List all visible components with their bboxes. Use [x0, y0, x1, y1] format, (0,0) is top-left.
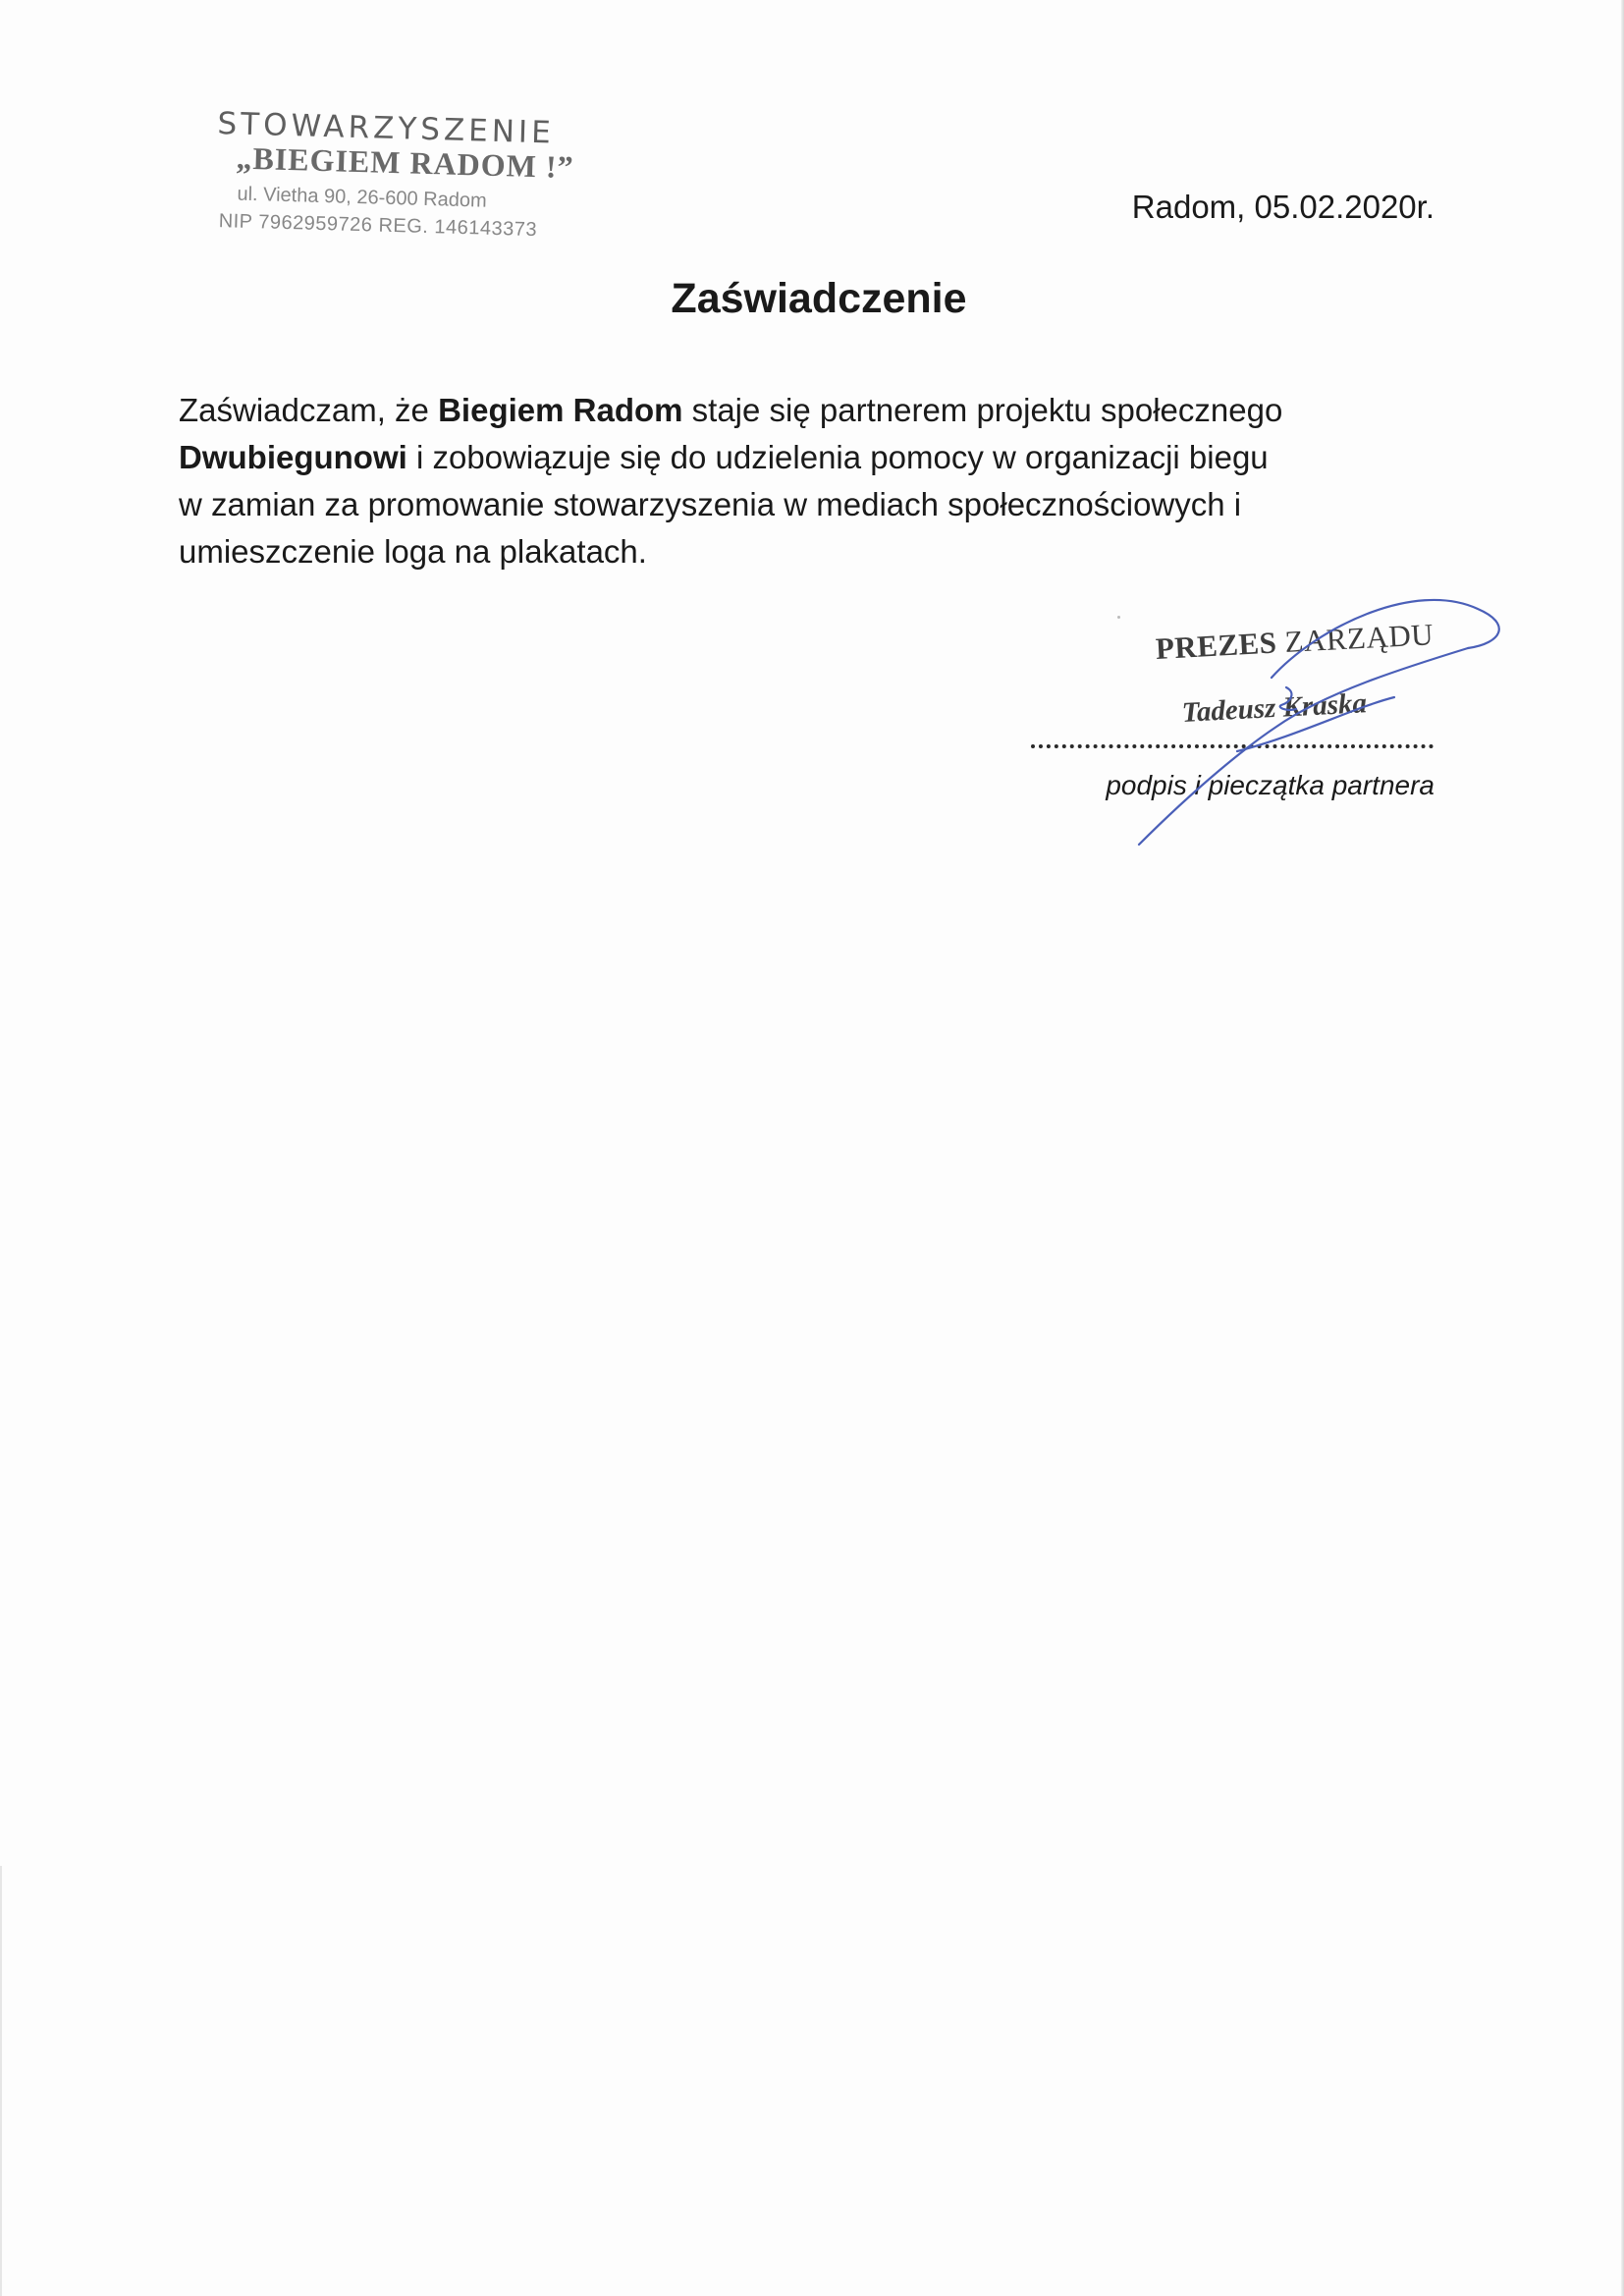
stamp-address: ul. Vietha 90, 26-600 Radom — [237, 183, 487, 212]
stamp-association-name: „BIEGIEM RADOM !” — [236, 139, 575, 186]
handwritten-signature — [1080, 589, 1522, 864]
signature-stroke-loop — [1272, 600, 1499, 678]
body-line-3: w zamian za promowanie stowarzyszenia w mediach społecznościowych i — [179, 486, 1242, 522]
signature-stroke-hook — [1280, 687, 1296, 710]
signature-stamp-title-a: PREZES — [1155, 625, 1286, 666]
scan-edge-left — [0, 1866, 2, 2296]
partner-name: Biegiem Radom — [438, 392, 683, 428]
signature-stroke-main — [1139, 648, 1468, 845]
document-date: Radom, 05.02.2020r. — [1131, 189, 1435, 225]
body-line-2-end: i zobowiązuje się do udzielenia pomocy w organizacji biegu — [406, 439, 1269, 475]
signature-stroke-cross — [1237, 697, 1394, 751]
project-name: Dwubiegunowi — [179, 439, 407, 475]
document-title-text: Zaświadczenie — [671, 275, 967, 322]
certificate-body — [179, 387, 1445, 575]
signature-stamp-name: Tadeusz Kraska — [1181, 687, 1368, 729]
stamp-association-label: STOWARZYSZENIE — [216, 106, 556, 151]
document-title — [0, 275, 1624, 323]
association-stamp — [214, 106, 591, 264]
body-line-4: umieszczenie loga na plakatach. — [179, 533, 647, 570]
stamp-registry-numbers: NIP 7962959726 REG. 146143373 — [218, 210, 538, 242]
body-line-1-start: Zaświadczam, że — [179, 392, 439, 428]
body-line-1 — [179, 387, 1445, 434]
body-line-1-end: staje się partnerem projektu społecznego — [682, 392, 1283, 428]
signature-caption: podpis i pieczątka partnera — [1106, 770, 1435, 800]
body-line-2 — [179, 434, 1445, 481]
signature-stamp-title-b: ZARZĄDU — [1283, 617, 1435, 660]
